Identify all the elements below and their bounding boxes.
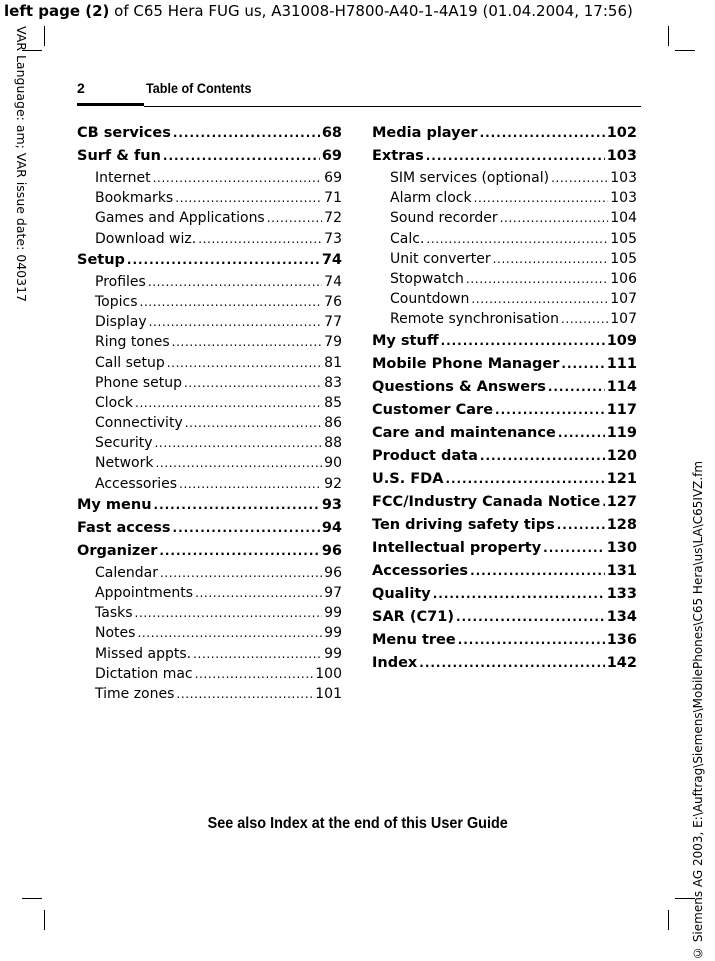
toc-entry-page: 74 [322,249,342,272]
toc-entry-label: Stopwatch [390,269,464,289]
toc-entry[interactable] [77,563,342,583]
toc-entry-page: 133 [607,583,637,606]
toc-entry-page: 109 [607,330,637,353]
toc-leader-dots [163,145,320,168]
toc-entry-label: Internet [95,168,151,188]
toc-entry[interactable] [372,208,637,228]
toc-leader-dots [433,583,605,606]
toc-leader-dots [195,583,322,603]
toc-entry[interactable] [77,312,342,332]
toc-entry[interactable] [372,269,637,289]
toc-entry[interactable] [77,517,342,540]
toc-entry-page: 107 [610,289,637,309]
toc-entry-page: 111 [607,353,637,376]
toc-entry-label: Display [95,312,147,332]
toc-leader-dots [127,249,320,272]
page-number: 2 [77,80,85,96]
crop-mark [668,910,669,930]
toc-leader-dots [148,272,322,292]
toc-leader-dots [153,168,323,188]
toc-entry-label: Surf & fun [77,145,161,168]
toc-entry[interactable] [372,122,637,145]
copyright-path-note: © Siemens AG 2003, E:\Auftrag\Siemens\MobilePhones\C65 Hera\us\LA\C65IVZ.fm [691,460,705,960]
toc-entry-page: 76 [324,292,342,312]
toc-leader-dots [159,540,319,563]
crop-mark [44,910,45,930]
toc-entry[interactable] [372,188,637,208]
toc-entry-label: Mobile Phone Manager [372,353,559,376]
toc-entry-label: Accessories [372,560,468,583]
toc-entry-label: Topics [95,292,138,312]
toc-leader-dots [471,289,608,309]
toc-entry[interactable] [77,453,342,473]
toc-leader-dots [267,208,322,228]
toc-entry[interactable] [77,623,342,643]
toc-entry-page: 127 [607,491,637,514]
toc-entry-page: 97 [324,583,342,603]
toc-leader-dots [445,468,604,491]
toc-entry[interactable] [77,145,342,168]
toc-entry-page: 100 [315,664,342,684]
toc-entry-page: 102 [607,122,637,145]
toc-entry-label: FCC/Industry Canada Notice [372,491,600,514]
toc-entry[interactable] [77,272,342,292]
toc-entry-label: Product data [372,445,478,468]
toc-entry[interactable] [77,413,342,433]
toc-entry-label: Games and Applications [95,208,265,228]
toc-leader-dots [493,249,609,269]
toc-leader-dots [154,494,320,517]
toc-entry-label: Tasks [95,603,133,623]
toc-entry-page: 142 [607,652,637,675]
toc-entry-page: 104 [610,208,637,228]
toc-entry-page: 94 [322,517,342,540]
toc-entry-label: Phone setup [95,373,182,393]
toc-entry-label: Call setup [95,353,165,373]
toc-entry-label: My stuff [372,330,439,353]
toc-entry-page: 71 [324,188,342,208]
toc-entry-label: CB services [77,122,171,145]
toc-entry[interactable] [77,353,342,373]
toc-entry-page: 96 [324,563,342,583]
toc-entry-label: Extras [372,145,424,168]
toc-leader-dots [179,474,322,494]
crop-mark [668,26,669,46]
toc-entry-page: 99 [324,644,342,664]
toc-entry-label: SAR (C71) [372,606,454,629]
toc-entry-label: Appointments [95,583,193,603]
index-reference-text: See also Index at the end of this User Guide [207,815,508,832]
toc-entry[interactable] [372,353,637,376]
toc-entry-label: Profiles [95,272,146,292]
toc-entry-label: Security [95,433,153,453]
toc-entry-label: Notes [95,623,135,643]
toc-column-right [372,122,637,675]
toc-entry[interactable] [77,168,342,188]
toc-leader-dots [167,353,322,373]
toc-entry-page: 73 [324,229,342,249]
toc-leader-dots [426,229,608,249]
toc-entry[interactable] [77,433,342,453]
toc-entry-label: Menu tree [372,629,456,652]
toc-entry-page: 103 [610,188,637,208]
toc-entry-page: 86 [324,413,342,433]
toc-entry-label: Fast access [77,517,171,540]
toc-leader-dots [198,229,322,249]
toc-entry[interactable] [77,393,342,413]
toc-entry-label: Dictation mac [95,664,193,684]
toc-entry[interactable] [77,188,342,208]
toc-leader-dots [137,623,322,643]
toc-entry[interactable] [372,422,637,445]
toc-entry[interactable] [77,332,342,352]
toc-entry-page: 69 [324,168,342,188]
toc-entry-page: 101 [315,684,342,704]
toc-entry[interactable] [77,583,342,603]
crop-mark [44,26,45,46]
toc-entry-label: Download wiz. [95,229,196,249]
toc-leader-dots [602,491,604,514]
header-rule-thick [77,103,144,106]
toc-entry[interactable] [372,606,637,629]
toc-leader-dots [458,629,605,652]
toc-leader-dots [466,269,608,289]
toc-entry-page: 120 [607,445,637,468]
toc-entry-label: Customer Care [372,399,493,422]
index-reference-note [0,815,715,833]
toc-entry-label: SIM services (optional) [390,168,549,188]
toc-entry-label: Connectivity [95,413,183,433]
toc-entry[interactable] [77,664,342,684]
toc-entry-label: Bookmarks [95,188,173,208]
toc-leader-dots [173,517,320,540]
toc-entry[interactable] [372,560,637,583]
print-banner-info: of C65 Hera FUG us, A31008-H7800-A40-1-4A19 (01.04.2004, 17:56) [109,2,633,20]
toc-entry[interactable] [77,249,342,272]
toc-entry-page: 77 [324,312,342,332]
toc-entry[interactable] [77,208,342,228]
toc-entry-page: 131 [607,560,637,583]
toc-leader-dots [176,684,313,704]
crop-mark [675,50,695,51]
toc-entry-label: My menu [77,494,152,517]
toc-entry-label: Organizer [77,540,157,563]
toc-leader-dots [155,453,322,473]
toc-entry-page: 79 [324,332,342,352]
toc-entry[interactable] [77,540,342,563]
toc-entry-label: Missed appts. [95,644,191,664]
toc-entry[interactable] [372,376,637,399]
toc-entry[interactable] [77,373,342,393]
toc-entry-label: Clock [95,393,133,413]
toc-leader-dots [495,399,605,422]
toc-leader-dots [551,168,608,188]
toc-leader-dots [419,652,604,675]
toc-entry-page: 69 [322,145,342,168]
toc-leader-dots [195,664,314,684]
print-banner [4,2,633,20]
toc-entry-page: 107 [610,309,637,329]
toc-entry[interactable] [77,122,342,145]
toc-entry-page: 72 [324,208,342,228]
toc-entry-label: Network [95,453,153,473]
toc-entry-page: 130 [607,537,637,560]
toc-entry-page: 128 [607,514,637,537]
toc-entry-page: 117 [607,399,637,422]
toc-leader-dots [548,376,605,399]
toc-entry[interactable] [77,229,342,249]
toc-leader-dots [474,188,609,208]
toc-entry-label: Ring tones [95,332,170,352]
toc-leader-dots [500,208,609,228]
toc-entry-page: 134 [607,606,637,629]
toc-entry-label: Countdown [390,289,469,309]
toc-leader-dots [480,445,605,468]
toc-leader-dots [155,433,323,453]
toc-entry-page: 99 [324,623,342,643]
toc-entry-label: Setup [77,249,125,272]
toc-leader-dots [561,309,608,329]
toc-entry-page: 68 [322,122,342,145]
toc-entry[interactable] [372,445,637,468]
toc-entry-page: 106 [610,269,637,289]
toc-entry-label: Time zones [95,684,174,704]
toc-entry[interactable] [372,583,637,606]
var-language-note: VAR Language: am; VAR issue date: 040317 [14,26,29,302]
toc-entry-page: 105 [610,229,637,249]
toc-entry-page: 103 [607,145,637,168]
toc-leader-dots [184,373,322,393]
toc-entry-label: Accessories [95,474,177,494]
toc-entry-label: Ten driving safety tips [372,514,555,537]
toc-leader-dots [185,413,322,433]
toc-entry-page: 136 [607,629,637,652]
toc-entry-page: 105 [610,249,637,269]
toc-entry[interactable] [372,330,637,353]
toc-entry-label: Index [372,652,417,675]
toc-entry[interactable] [77,494,342,517]
toc-leader-dots [557,514,605,537]
toc-leader-dots [426,145,605,168]
toc-leader-dots [160,563,322,583]
toc-leader-dots [140,292,323,312]
toc-entry-page: 103 [610,168,637,188]
toc-entry[interactable] [372,491,637,514]
toc-entry-page: 99 [324,603,342,623]
toc-leader-dots [135,603,323,623]
toc-leader-dots [456,606,605,629]
toc-entry-label: Sound recorder [390,208,498,228]
toc-entry[interactable] [372,514,637,537]
toc-entry[interactable] [77,644,342,664]
toc-leader-dots [470,560,605,583]
print-banner-page: left page (2) [4,2,110,20]
toc-entry[interactable] [372,537,637,560]
toc-entry[interactable] [372,309,637,329]
toc-entry-label: Unit converter [390,249,491,269]
toc-entry[interactable] [372,229,637,249]
toc-leader-dots [193,644,322,664]
toc-leader-dots [561,353,604,376]
toc-entry-label: Intellectual property [372,537,541,560]
toc-entry-page: 121 [607,468,637,491]
toc-leader-dots [558,422,605,445]
toc-entry-page: 85 [324,393,342,413]
toc-leader-dots [149,312,323,332]
toc-entry[interactable] [372,289,637,309]
toc-entry[interactable] [372,168,637,188]
toc-entry[interactable] [77,292,342,312]
toc-entry-label: Media player [372,122,478,145]
toc-leader-dots [175,188,322,208]
toc-entry-page: 83 [324,373,342,393]
toc-leader-dots [480,122,605,145]
toc-entry-label: Remote synchronisation [390,309,559,329]
toc-entry[interactable] [372,629,637,652]
crop-mark [22,898,42,899]
toc-leader-dots [173,122,320,145]
toc-entry[interactable] [77,474,342,494]
toc-entry-page: 119 [607,422,637,445]
toc-entry[interactable] [372,145,637,168]
toc-entry-label: Alarm clock [390,188,472,208]
toc-entry-page: 88 [324,433,342,453]
toc-leader-dots [135,393,322,413]
page-title: Table of Contents [146,80,252,96]
toc-entry-label: Calc. [390,229,424,249]
toc-entry-page: 96 [322,540,342,563]
toc-entry[interactable] [372,249,637,269]
header-rule-thin [144,106,641,107]
toc-entry[interactable] [372,468,637,491]
toc-entry-page: 93 [322,494,342,517]
toc-entry-label: U.S. FDA [372,468,443,491]
toc-entry-label: Care and maintenance [372,422,556,445]
toc-entry-page: 74 [324,272,342,292]
toc-entry-page: 90 [324,453,342,473]
toc-entry-label: Calendar [95,563,158,583]
toc-leader-dots [441,330,605,353]
toc-leader-dots [172,332,323,352]
toc-entry-page: 92 [324,474,342,494]
toc-column-left [77,122,342,704]
toc-entry[interactable] [372,652,637,675]
toc-entry[interactable] [372,399,637,422]
toc-entry-page: 81 [324,353,342,373]
toc-leader-dots [543,537,605,560]
toc-entry[interactable] [77,603,342,623]
toc-entry[interactable] [77,684,342,704]
toc-entry-label: Questions & Answers [372,376,546,399]
toc-entry-page: 114 [607,376,637,399]
toc-entry-label: Quality [372,583,431,606]
